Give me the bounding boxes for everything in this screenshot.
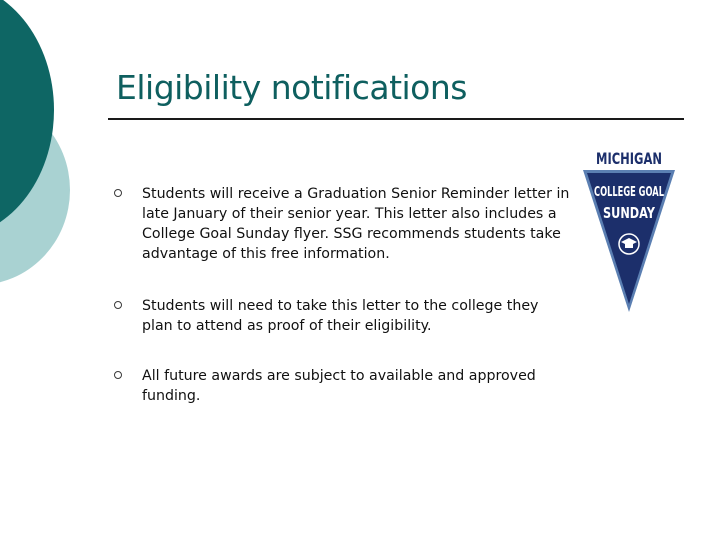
decorative-circles (0, 0, 100, 300)
bullet-text: Students will need to take this letter to the college they plan to attend as proof of their eligibility. (142, 298, 539, 334)
bullet-text: All future awards are subject to available and approved funding. (142, 368, 536, 404)
bullet-circle-icon (114, 189, 122, 197)
logo-sunday-text: SUNDAY (603, 204, 656, 222)
logo-michigan-text: MICHIGAN (596, 149, 662, 168)
title-divider (108, 118, 684, 120)
college-goal-sunday-logo (581, 146, 681, 316)
slide-title: Eligibility notifications (116, 68, 467, 107)
logo-college-goal-text: COLLEGE GOAL (594, 185, 664, 200)
bullet-circle-icon (114, 301, 122, 309)
bullet-text: Students will receive a Graduation Senior Reminder letter in late January of their senior year. This letter also includes a College Goal Sunday flyer. SSG recommends students take advantage of this free information. (142, 186, 570, 262)
bullet-circle-icon (114, 371, 122, 379)
